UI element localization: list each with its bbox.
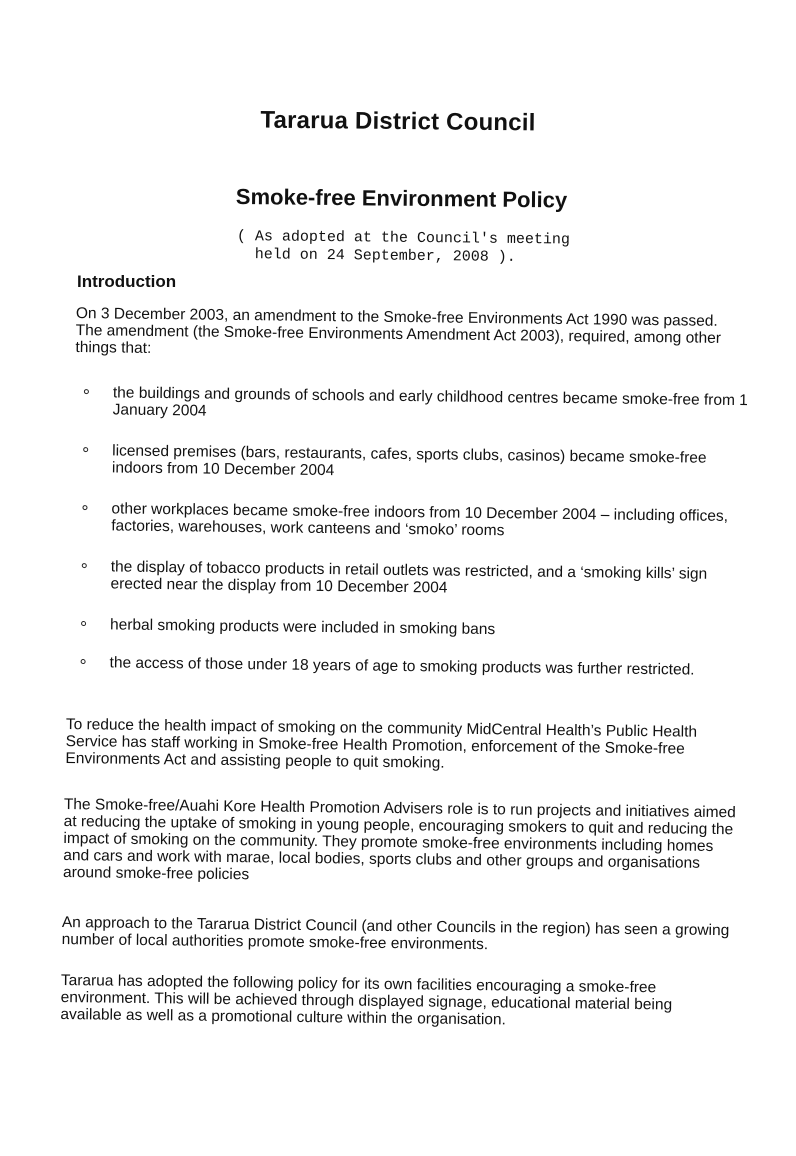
bullet-icon: [83, 447, 88, 452]
policy-title: Smoke-free Environment Policy: [235, 184, 568, 213]
adoption-note-line-2: held on 24 September, 2008 ).: [236, 245, 516, 266]
bullet-text: other workplaces became smoke-free indoors from 10 December 2004 – including offices, factories, warehouses, work canteens and ‘smoko’ rooms: [111, 500, 729, 540]
adoption-note: [237, 228, 570, 267]
bullet-icon: [82, 563, 87, 568]
bullet-icon: [81, 659, 86, 664]
bullet-item: [79, 442, 749, 484]
amendment-bullet-list: [76, 384, 750, 700]
adoption-note-line-1: ( As adopted at the Council's meeting: [236, 228, 571, 249]
advisers-role-paragraph: The Smoke-free/Auahi Kore Health Promotion Advisers role is to run projects and initiatives aimed at reducing the uptake of smoking in young people, encouraging smokers to quit and reducing the impact of smoking on the community. They promote smoke-free environments including homes and cars and work with marae, local bodies, sports clubs and other groups and organisations around smoke-free policies: [62, 796, 736, 884]
bullet-item: [77, 616, 747, 641]
bullet-item: [78, 500, 748, 542]
bullet-text: herbal smoking products were included in smoking bans: [109, 616, 496, 639]
bullet-text: the buildings and grounds of schools and early childhood centres became smoke-free from 1 January 2004: [112, 384, 748, 420]
bullet-icon: [81, 621, 86, 626]
intro-lead-paragraph: On 3 December 2003, an amendment to the Smoke-free Environments Act 1990 was passed. The amendment (the Smoke-free Environments Amendment Act 2003), required, among other things that:: [75, 305, 722, 357]
health-service-paragraph: To reduce the health impact of smoking on the community MidCentral Health’s Public Health Service has staff working in Smoke-free Health Promotion, enforcement of the Smoke-free Environments Act and assisting people to quit smoking.: [65, 716, 698, 772]
policy-adoption-paragraph: Tararua has adopted the following policy for its own facilities encouraging a smoke-free environment. This will be achieved through displayed signage, educational material being available as well as a promotional culture within the organisation.: [60, 972, 673, 1029]
introduction-heading: Introduction: [77, 272, 177, 291]
bullet-item: [77, 558, 747, 600]
bullet-text: licensed premises (bars, restaurants, cafes, sports clubs, casinos) became smoke-free indoors from 10 December 2004: [111, 442, 707, 480]
bullet-icon: [84, 389, 89, 394]
bullet-item: [76, 654, 746, 679]
council-name: Tararua District Council: [260, 106, 536, 137]
council-approach-paragraph: An approach to the Tararua District Council (and other Councils in the region) has seen a growing number of local authorities promote smoke-free environments.: [61, 914, 730, 954]
bullet-item: [80, 384, 750, 426]
bullet-text: the access of those under 18 years of age to smoking products was further restricted.: [109, 654, 695, 679]
bullet-text: the display of tobacco products in retail outlets was restricted, and a ‘smoking kills’ sign erected near the display from 10 December 2004: [110, 558, 708, 597]
bullet-icon: [82, 505, 87, 510]
